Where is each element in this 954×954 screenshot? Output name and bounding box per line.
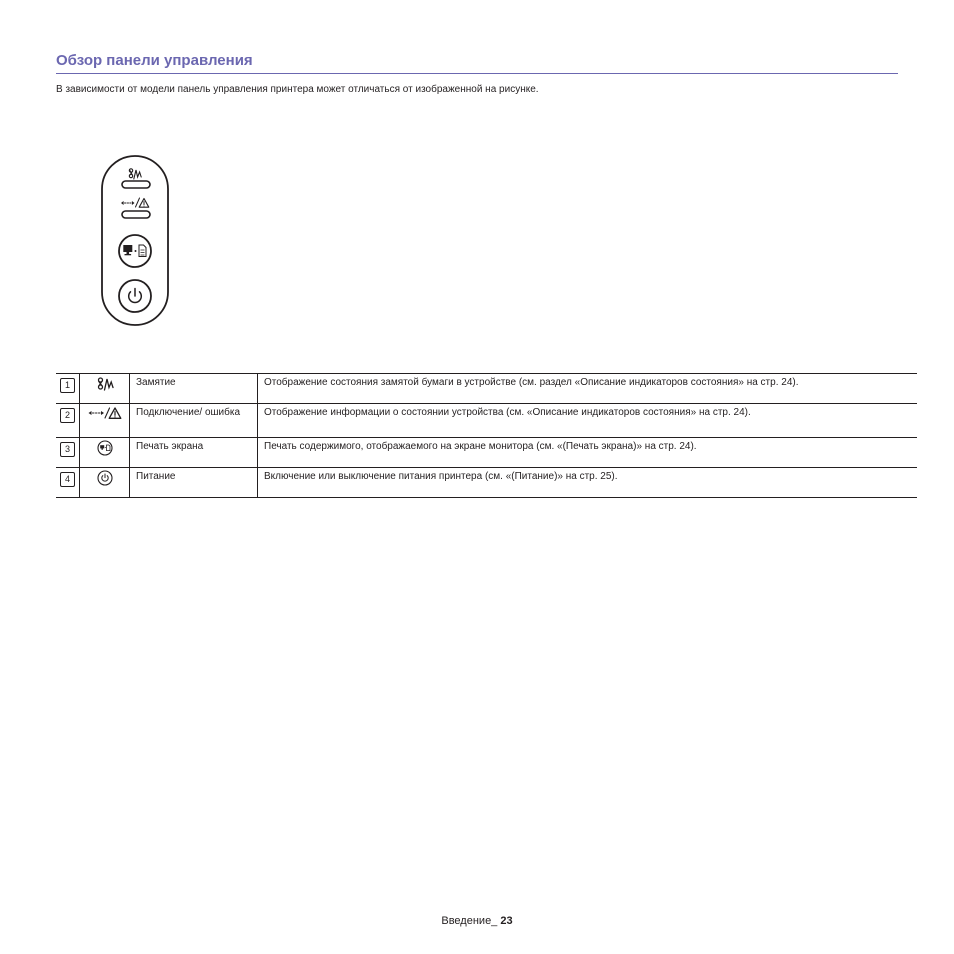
print-screen-button[interactable] bbox=[119, 235, 151, 267]
control-name: Замятие bbox=[130, 374, 258, 404]
control-panel-figure bbox=[100, 155, 170, 327]
section-title: Обзор панели управления bbox=[56, 52, 253, 69]
row-number: 1 bbox=[60, 378, 75, 393]
control-panel-legend bbox=[56, 373, 917, 498]
control-description: Включение или выключение питания принтера (см. «(Питание)» на стр. 25). bbox=[258, 468, 918, 498]
row-number: 2 bbox=[60, 408, 75, 423]
connection-error-icon bbox=[88, 406, 122, 420]
table-row bbox=[56, 374, 917, 404]
table-row bbox=[56, 438, 917, 468]
control-description: Печать содержимого, отображаемого на экране монитора (см. «(Печать экрана)» на стр. 24). bbox=[258, 438, 918, 468]
print-screen-icon bbox=[97, 440, 113, 456]
page-number: 23 bbox=[500, 915, 513, 927]
power-icon bbox=[97, 470, 113, 486]
paper-jam-icon bbox=[96, 376, 114, 392]
power-button[interactable] bbox=[119, 280, 151, 312]
intro-text: В зависимости от модели панель управления принтера может отличаться от изображенной на рисунке. bbox=[56, 84, 539, 95]
title-rule bbox=[56, 73, 898, 74]
table-row bbox=[56, 468, 917, 498]
control-name: Подключение/ ошибка bbox=[130, 404, 258, 438]
page-footer bbox=[0, 915, 954, 927]
error-indicator-lamp bbox=[122, 211, 150, 218]
control-name: Печать экрана bbox=[130, 438, 258, 468]
row-number: 4 bbox=[60, 472, 75, 487]
jam-indicator-lamp bbox=[122, 181, 150, 188]
footer-section: Введение_ bbox=[441, 915, 498, 927]
control-description: Отображение информации о состоянии устройства (см. «Описание индикаторов состояния» на стр. 24). bbox=[258, 404, 918, 438]
control-description: Отображение состояния замятой бумаги в устройстве (см. раздел «Описание индикаторов состояния» на стр. 24). bbox=[258, 374, 918, 404]
table-row bbox=[56, 404, 917, 438]
control-name: Питание bbox=[130, 468, 258, 498]
row-number: 3 bbox=[60, 442, 75, 457]
